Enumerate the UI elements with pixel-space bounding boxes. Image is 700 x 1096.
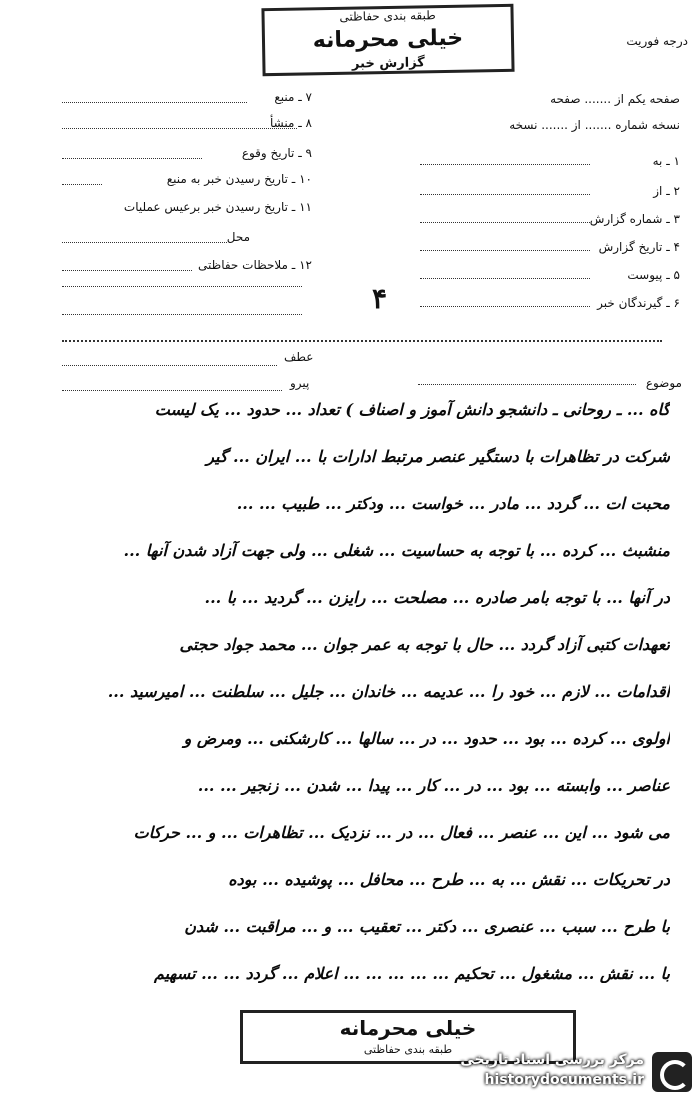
stamp-bottom-subtitle: طبقه بندی حفاظتی <box>363 1043 453 1056</box>
left-field-line <box>62 102 247 103</box>
right-field-line <box>420 194 590 195</box>
handwritten-line: تعهدات کتبی آزاد گردد ... حال با توجه به عمر جوان ... محمد جواد حجتی <box>179 635 670 654</box>
left-field-line <box>62 242 227 243</box>
handwritten-line: با ... نقش ... مشغول ... تحکیم ... ... ... ... ... اعلام ... گردد ... ... تسهیم <box>153 964 670 983</box>
right-field-label: ۳ ـ شماره گزارش <box>589 212 680 226</box>
left-field-label: ۷ ـ منبع <box>274 90 312 104</box>
ref-field <box>62 365 277 366</box>
left-field-line <box>62 128 297 129</box>
handwritten-line: گاه ... ـ روحانی ـ دانشجو دانش آموز و اصناف ) تعداد ... حدود ... یک لیست <box>154 400 670 419</box>
archive-name: مرکز بررسی اسناد تاریخی <box>460 1052 644 1068</box>
separator-line <box>62 340 662 342</box>
handwritten-line: شرکت در تظاهرات با دستگیر عنصر مرتبط ادارات با ... ایران ... گیر <box>206 447 670 466</box>
right-field-label: ۴ ـ تاریخ گزارش <box>598 240 680 254</box>
subject-field <box>418 384 636 385</box>
left-field-label: ۹ ـ تاریخ وقوع <box>241 146 312 160</box>
left-field-label: ۱۰ ـ تاریخ رسیدن خبر به منبع <box>166 172 312 186</box>
handwritten-line: در آنها ... با توجه بامر صادره ... مصلحت ... رایزن ... گردید ... با ... <box>204 588 670 607</box>
left-field-label: ۱۲ ـ ملاحظات حفاظتی <box>198 258 312 272</box>
archive-watermark <box>452 1050 692 1094</box>
left-field-label: ۱۱ ـ تاریخ رسیدن خبر برعیس عملیات <box>123 200 312 214</box>
right-field-line <box>420 306 590 307</box>
archive-logo-icon <box>652 1052 692 1092</box>
handwritten-line: محبت ات ... گردد ... مادر ... خواست ... ودکتر ... طبیب ... ... <box>236 494 670 513</box>
priority-label: درجه فوریت <box>626 34 688 48</box>
left-field-label: ۸ ـ منشأ <box>269 116 312 130</box>
right-field-line <box>420 222 590 223</box>
left-field-line <box>62 270 192 271</box>
right-field-label: ۲ ـ از <box>653 184 680 198</box>
handwritten-line: اولوی ... کرده ... بود ... حدود ... در ... سالها ... کارشکنی ... ومرض و <box>183 729 670 748</box>
handwritten-line: اقدامات ... لازم ... خود را ... عدیمه ... خاندان ... جلیل ... سلطنت ... امیرسید ... <box>107 682 670 701</box>
handwritten-line: می شود ... این ... عنصر ... فعال ... در ... نزدیک ... تظاهرات ... و ... حرکات <box>133 823 670 842</box>
handwritten-line: عناصر ... وابسته ... بود ... در ... کار ... پیدا ... شدن ... زنجیر ... ... <box>197 776 670 795</box>
handwritten-line: با طرح ... سبب ... عنصری ... دکتر ... تعقیب ... و ... مراقبت ... شدن <box>184 917 670 936</box>
left-field-line <box>62 184 102 185</box>
right-field-label: ۵ ـ پیوست <box>627 268 680 282</box>
handwritten-line: منشبث ... کرده ... با توجه به حساسیت ... شغلی ... ولی جهت آزاد شدن آنها ... <box>123 541 670 560</box>
followup-field <box>62 390 282 391</box>
ref-label: عطف <box>284 350 314 364</box>
stamp-top-title: خیلی محرمانه <box>312 25 464 54</box>
right-field-line <box>420 164 590 165</box>
remarks-line <box>62 286 302 287</box>
stamp-bottom-title: خیلی محرمانه <box>339 1016 477 1040</box>
subject-label: موضوع <box>645 376 682 390</box>
left-field-label: محل <box>226 230 250 244</box>
stamp-top-report-type: گزارش خبر <box>351 55 425 72</box>
right-field-line <box>420 250 590 251</box>
archive-url: historydocuments.ir <box>484 1072 644 1088</box>
left-field-line <box>62 158 202 159</box>
handwritten-line: در تحریکات ... نقش ... به ... طرح ... محافل ... پوشیده ... بوده <box>228 870 670 889</box>
copy-number-label: نسخه شماره ....... از ....... نسخه <box>509 118 680 132</box>
right-field-line <box>420 278 590 279</box>
handwritten-number: ۴ <box>372 282 388 315</box>
right-field-label: ۱ ـ به <box>652 154 680 168</box>
followup-label: پیرو <box>290 376 310 390</box>
stamp-top-subtitle: طبقه بندی حفاظتی <box>339 8 436 24</box>
remarks-line <box>62 314 302 315</box>
right-field-label: ۶ ـ گیرندگان خبر <box>597 296 680 310</box>
classification-stamp-top <box>261 4 514 76</box>
page-count-label: صفحه یکم از ....... صفحه <box>550 92 680 106</box>
